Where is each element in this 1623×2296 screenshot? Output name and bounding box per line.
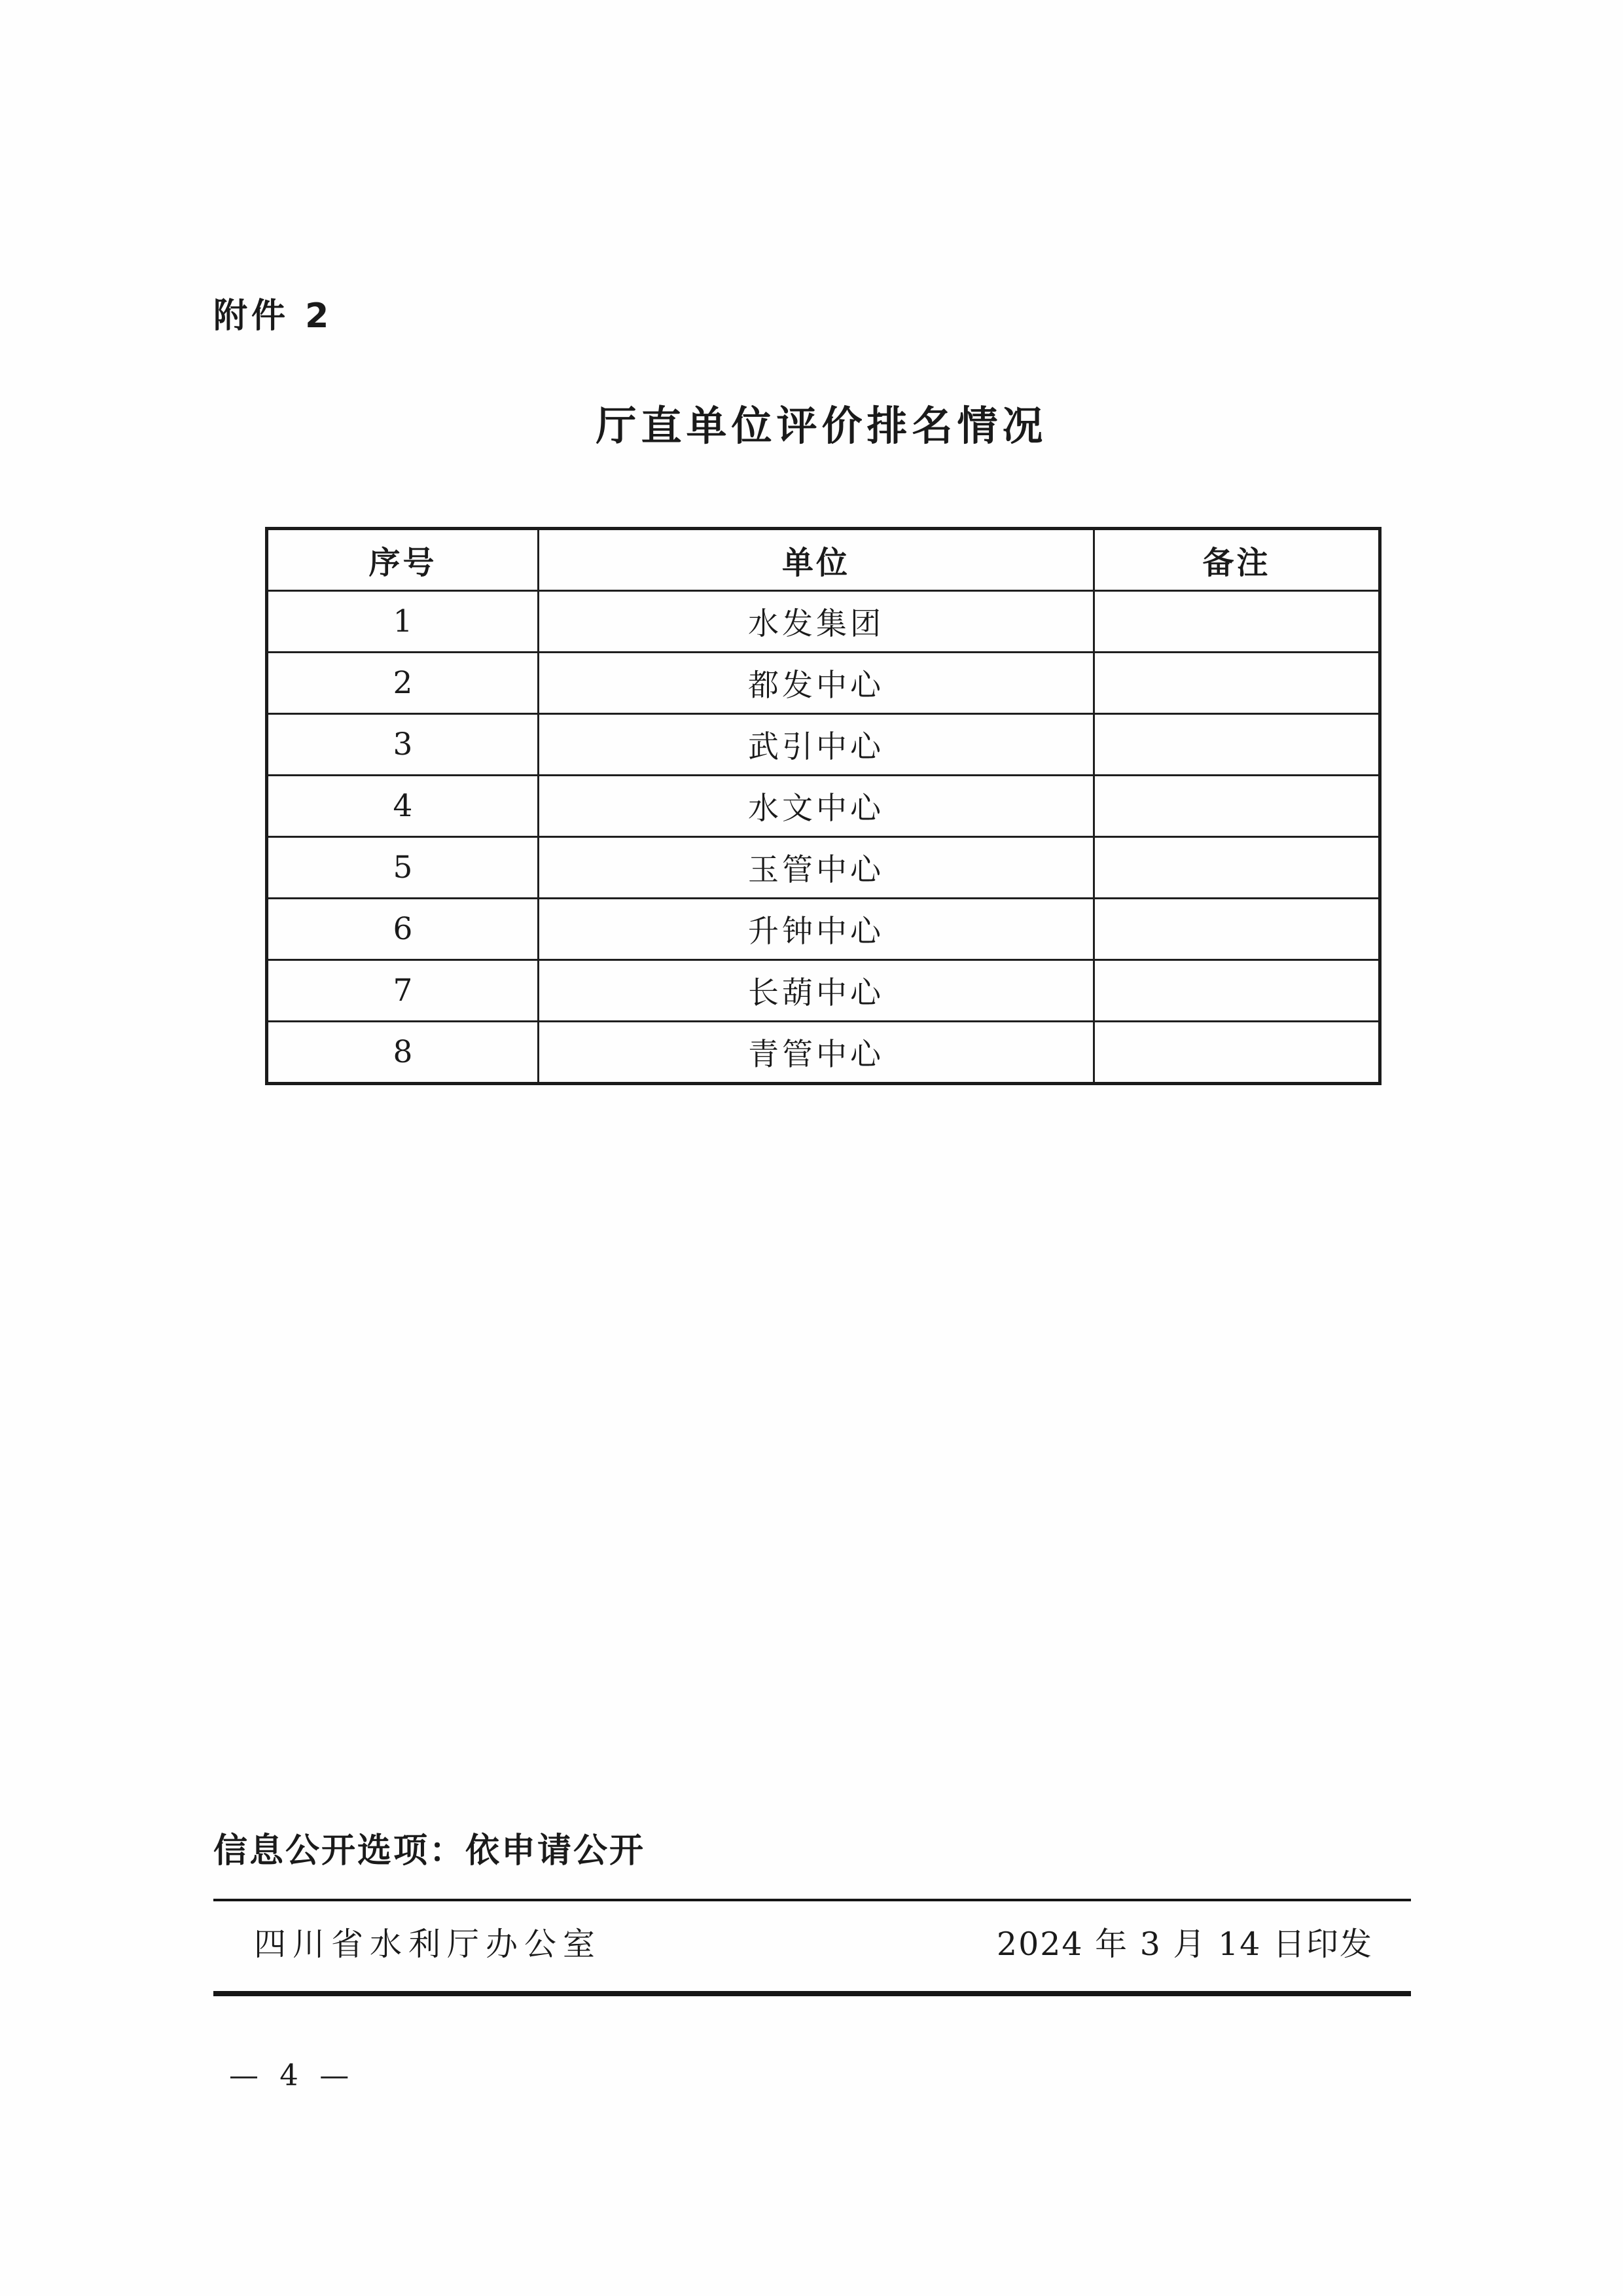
page-number: — 4 — [229,2058,349,2092]
cell-rank: 5 [267,837,539,899]
cell-rank: 8 [267,1022,539,1084]
cell-rank: 3 [267,714,539,776]
cell-unit: 长葫中心 [539,960,1094,1022]
colophon-top-rule [213,1899,1411,1901]
cell-rank: 6 [267,899,539,960]
ranking-table [265,527,1382,1085]
table-row [267,899,1380,960]
cell-note [1094,837,1380,899]
cell-rank: 1 [267,591,539,653]
attachment-label: 附件 2 [213,296,333,336]
disclosure-option-label: 信息公开选项：依申请公开 [213,1831,646,1871]
cell-unit: 玉管中心 [539,837,1094,899]
cell-rank: 7 [267,960,539,1022]
column-header-note: 备注 [1094,529,1380,591]
table-row [267,591,1380,653]
table-header-row [267,529,1380,591]
column-header-unit: 单位 [539,529,1094,591]
table-row [267,837,1380,899]
cell-note [1094,899,1380,960]
cell-rank: 2 [267,653,539,714]
cell-note [1094,714,1380,776]
cell-rank: 4 [267,776,539,837]
page-title: 厅直单位评价排名情况 [596,402,1048,450]
colophon-bottom-rule [213,1991,1411,1996]
table-row [267,1022,1380,1084]
cell-unit: 武引中心 [539,714,1094,776]
print-date: 2024 年 3 月 14 日印发 [996,1926,1373,1963]
cell-unit: 水发集团 [539,591,1094,653]
table-row [267,714,1380,776]
table-row [267,653,1380,714]
cell-unit: 都发中心 [539,653,1094,714]
cell-unit: 水文中心 [539,776,1094,837]
cell-unit: 升钟中心 [539,899,1094,960]
table-row [267,960,1380,1022]
column-header-rank: 序号 [267,529,539,591]
colophon-row [213,1924,1411,1965]
cell-note [1094,1022,1380,1084]
cell-note [1094,653,1380,714]
cell-note [1094,591,1380,653]
table-row [267,776,1380,837]
cell-unit: 青管中心 [539,1022,1094,1084]
cell-note [1094,776,1380,837]
cell-note [1094,960,1380,1022]
issuing-office: 四川省水利厅办公室 [254,1926,602,1963]
